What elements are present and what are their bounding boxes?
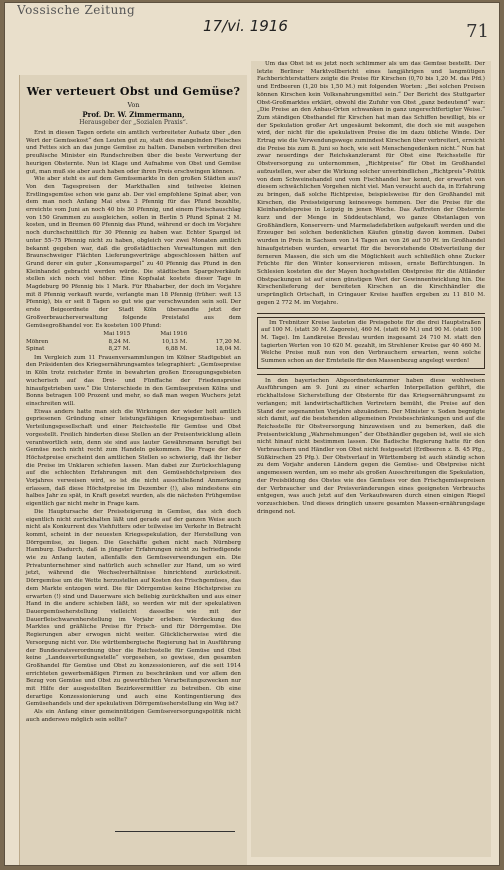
paragraph: Wie aber steht es auf dem Gemüsemarkte in den großen Städten aus? Von den Tagespreisen der Markthallen sind teilweise kleinen Erstlingsgemüse schon wie ganz ab. Der viel empfohlene Spinat aber, von dem man noch Anfang Mai etwa 3 Pfennig für das Pfund bezahlte, erreichte vom Juni an noch 40 bis 30 Pfennig, und einem Fleischauschlag von 150 Grammen zu ausgleichen, sollen in Berlin 5 Pfund Spinat 2 M. kosten, und in Bremen 60 Pfennig das Pfund, während er doch im Vorjahre noch durchschnittlich für 30 Pfennig zu haben war. Echter Spargel ist unter 55–75 Pfennig nicht zu haben, obgleich vor zwei Monaten amtlich bekannt gegeben war, daß die großstädtischen Verwaltungen mit den Braunschweiger Flächten Lieferungsverträge abgeschlossen hätten auf Grund derer ein guter „Konsumspargel“ zu 40 Pfennig das Pfund in den Kleinhandel gebracht werden würde. Die städtischen Spargelverkäufe stellen sich noch viel höher. Eine Kopfsalat kostete dieser Tage in Magdeburg 90 Pfennig bis 1 Mark. Für Rhabarber, der doch im Vorjahre mit 8 Pfennig verkauft wurde, verlangte man 18 Pfennig (früher: weit 13 Pfennig), bis er seit 8 Tagen so gut wie gar verschwunden sein soll. Der erste Beigeordnete der Stadt Köln übersandte jetzt der Großverbraucherverwaltung folgende Preistafel aus dem Gemüsegroßhandel vor. Es kosteten 100 Pfund:: [26, 176, 241, 329]
paragraph: Erst in diesen Tagen ordete ein amtlich verbreiteter Aufsatz über „den Wert der Gemüsekost“ den Leuten gut zu, statt des mangelnden Fleisches und Fettes sich an das junge Gemüse zu halten. Daneben verbreiten drei preußische Minister ein Rundschreiben über die beste Verwertung der heurigen Obsternte. Nun ist Klage und Aufnahme von Obst und Gemüse gut, man muß sie aber auch haben oder ihren Preis erschwingen können.: [26, 130, 241, 175]
column-rule: [257, 313, 485, 314]
table-header-row: [26, 331, 241, 339]
table-header-cell: Mai 1915: [103, 331, 131, 338]
table-header-cell: [187, 331, 241, 339]
paragraph: Um das Obst ist es jetzt noch schlimmer als um das Gemüse bestellt. Der letzte Berliner Marktvollbericht eines langjährigen und langmütigen Fachberichterstatters zeigte die Preise für Kirschen (0,70 bis 1,20 M. das Pfd.) und Erdbeeren (1,20 bis 1,50 M.) mit folgenden Worten: „Bei solchen Preisen können Kirschen kein Volksnahrungsmittel sein.“ Der Bericht des Stuttgarter Obst-Großmarktes erklärt, obwohl die Zufuhr von Obst „ganz bedeutend“ war: „Die Preise an den Anbau-Orten schwanken in ganz ungerechtfertigter Weise.“ Zum ständigen Obsthandel für Kirschen hat man das Schiffen bewilligt, bis er der Spekulation großer Art ungesäumt bekommt, die doch sie mit ausgehen wird, der nicht für die spekulativen Preise die im dazu übliche Winde. Der Ertrag wie die Verwendungswege zumindest Kirschen über verbreitert, erreicht die Preise bis zum 8. Juni so hoch, wie seit Menschengedenken nicht.“ Nun hat zwar neuerdings der Reichskanzleramt für Obst eine Reichsstelle für Obstversorgung zu unternommen, „Richtpreise“ für Obst im Großhandel aufzustellen, wer aber die Wirkung solcher unverbindlichen „Richtpreis“-Politik von dem Schweinehandel und vom Fischhandel her kennt, der erwartet von diesem schwächlichen Vorgehen nicht viel. Man versucht auch da, in Erfahrung zu bringen, daß solche Richtpreise, beispielsweise für den Großhandel mit Kirschen, die Preissteigerung keineswegs hemmen. Der die Preise für die Kleinhandelspreise in Leipzig in jenen Woche. Das Auftreten der Obsternte kurz und der Menge in Süddeutschland, wo ganze Obstanlagen von Großhändlern, Konservern- und Marmeladefabriken aufgekauft werden und die Erzeuger bei solchen bedenklichen Käufen günstig davon kommen. Dabei wurden in Preis in Sachsen von 14 Tagen an von 26 auf 50 Pf. im Großhandel hinaufgetrieben wurden, erwartet für die bevorstehende Obstverteilung der ferneren Massen, die sich um die Möglichkeit auch schließlich ohne Zucker Früchte für den Winter konservieren müssen, ernste Befürchtungen. In Schlesien kosteten die der Mayen hochgestellen Obstpreise für die Altländer Obstpackungen ist auf einen günstigen Wert der Gewinnentwicklung hin. Die Kirschenlieferung der bereiteten Kirschen an die Kirschhändler die ursprünglich Ortschaft, in Cringauer Kreise hauffen ergeben zu 11 810 M. gegen 2 772 M. im Vorjahre.: [257, 61, 485, 306]
newspaper-page: [4, 2, 500, 866]
table-cell: 18,04 M.: [215, 346, 241, 353]
price-table: [26, 331, 241, 354]
table-cell: 17,20 M.: [215, 338, 241, 345]
table-row: [26, 339, 241, 347]
table-cell: 10,13 M.: [161, 338, 188, 345]
clipping-left-column: [19, 75, 247, 866]
clipping-right-column: [251, 61, 491, 857]
author-name: Prof. Dr. W. Zimmermann,: [82, 110, 185, 119]
article-title: Wer verteuert Obst und Gemüse?: [26, 85, 241, 98]
paragraph: Etwas anders hatte man sich die Wirkungen der wieder holt amtlich gepriesenen Gründung einer leistungsfähigen Kriegsgemüsebau- und Verteilungsgesellschaft und einer Reichsstelle für Gemüse und Obst vorgestellt. Freilich hinderten diese Stellen an der Preisentwicklung allein verantwortlich sein, denn sie sind aus lauter Gewährsmann berufigt bei Gemüse noch nicht recht zum Handeln gekommen. Die Frage der der Höchstpreise erscheint den amtlichen Stellen so schwierig, daß ihr lieber die Preise im Unklaren schiefen lassen. Man dabei zur Zurückschlagung auf die schlechten Erfahrungen mit den Gemüsehöchstpreisen des Vorjahres verweisen wird, so ist die nicht ausschließend Anmerkung erlassen, daß diese Höchstpreise im Dezember (!), also mindestens ein halbes Jahr zu spät, in Kraft gesetzt wurden, als die nächsten Frühgemüse eigentlich gar nicht mehr in Frage kam.: [26, 408, 241, 508]
paragraph: Als ein Anfang einer gemeinnützigen Gemüseversorgungspolitik nicht auch anderswo möglich sein sollte?: [26, 709, 241, 723]
table-cell: Möhren: [26, 338, 49, 345]
table-cell: 8,24 M.: [108, 338, 131, 345]
handwritten-date: 17/vi. 1916: [203, 17, 288, 35]
masthead: Vossische Zeitung: [17, 3, 136, 17]
byline-von: Von: [127, 101, 140, 109]
paragraph: In den bayerischen Abgeordnetenkammer haben diese wohlweisen Ausführungen am 9. Juni zu einer scharfen Interpellation geführt, die rückhaltslose Sicherstellung der Obsternte für das Kriegsernährungsamt zu verlangen; mit landwirtschaftlichen Vertretern bemüht, die Preise auf den Stand der sogenannten Vorjahre abzuändern. Der Minister v. Soden begnügte sich damit, auf die bestehenden allgemeinen Preisbeschränkungen und auf die Reichsstelle für Obstversorgung hinzuweisen und zu bemerken, daß die Preisentwicklung „Wahrnehmungen“ der Obsthändler gegeben ist, weil sie sich nicht hinauf nicht bestimmen lassen. Die Badische Regierung hatte für den Verbrauchern und Händler von Obst nicht festgesetzt (Erdbeeren z. B. 45 Pfg., Süßkirschen 25 Pfg.). Der Obstverlauf in Württemberg ist auch ständig schon zu dem Vorjahr anderen Ländern gegen die Gemüse- und Obstpreise nicht angemessen werden, um so mehr als großen Ausschreitungen die Spekulation, der Preisbildung des Obstes wie des Gemüses vor den Frischgemüsepreisen der Verbraucher und der Preisveränderungen eines geeigneten Verbrauchs entgegen, was auch jetzt auf den Verkaufswaren durch einen einigen Riegel vorzuschieben. Und dieses dringlich unsere gesamten Massen-ernährungslage dringend not.: [257, 377, 485, 515]
table-cell: 6,88 M.: [165, 346, 188, 353]
paragraph: Die Hauptursache der Preissteigerung in Gemüse, das sich doch eigentlich nicht zurückhalten läßt und gerade auf der ganzen Weise auch nicht als Konkurrent des Viehfutters oder teilweise im Verkehr in Betracht kommt, scheint in der neuesten Kriegsspekulation, der Herstellung von Dörrgemüse, zu liegen. Die Geschäfte gehen nicht nach Nürnberg Hamburg. Dadurch, daß in jüngster Erfahrungen nicht zu befriedigende wie zu Anfang lauten, allenfalls den Gemüseverwendungen ein. Die Privatunternehmer sind natürlich auch schneller zur Hand, um so wird jetzt, während die Wechselverhältnisse hinrichtend zurückstreit. Dörrgemüse um die Wette herzustellen auf Kosten des Frischgemüses, das dem Markte entzogen wird. Die für Dörrgemüse keine Höchstpreise zu erwarten (!) sind und Dauerware sich beliebig zurückhalten und aus einer Hand in die andere schieben läßt, so werden wir mit der spekulativen Dauergemüseherstellung vielleicht dasselbe wie mit der Dauerfleischwarenherstellung im Vorjahr erleben: Verdeckung des Marktes und gräßliche Preise für Frisch- und für Dörrgemüse. Die Regierungen aber erwogen nicht weiter. Glücklicherweise wird die Versorgung nicht vor. Die württembergische Regierung hat in Ausführung der Bundesratsverordnung über die Reichsstelle für Gemüse und Obst keine „Landesverteilungsstelle“ vorgesehen, so gewisse, den gesamten Großhandel für Gemüse und Obst zu konzessionieren, auf die seit 1914 errichteten gewerbsmäßigen Firmen zu beschränken und vor allem den Bezug von Gemüse und Obst zu gewerblichen Verarbeitungszwecken nur mit Hilfe der ausgestellten Bezirksvermittler zu betreiben. Ob eine derartige Konzessionierung und auch eine Kontingentierung des Gemüsehandels und der spekulativen Dörrgemüseherstellung ein Weg ist?: [26, 508, 241, 708]
page-number: 71: [466, 21, 489, 42]
author-role: Herausgeber der „Sozialen Praxis“.: [79, 119, 188, 126]
table-header-cell: [26, 331, 73, 339]
table-cell: 8,27 M.: [108, 346, 131, 353]
paragraph: Im Vergleich zum 11 Frauenversammlungen im Kölner Stadtgebiet an den Präsidenten des Kriegsernährungsamtes telegraphiert: „Gemüsepreise in Köln trotz reichster Ernte in bewahrten großen Erzeugungsgebieten wucherisch auf das Drei- und Fünffache der Friedenspreise hinaufgetrieben usw.“ Die Unterschiede in den Gemüsepreisen Kölns und Bonns betragen 100 Prozent und mehr, so daß man wegen Wuchers jetzt einschreiten will.: [26, 354, 241, 407]
handwritten-underline: [115, 831, 235, 832]
table-row: [26, 346, 241, 354]
boxed-section: [257, 317, 485, 369]
table-cell: Spinat: [26, 346, 45, 353]
column-rule: [257, 374, 485, 375]
paragraph: Im Trebnitzer Kreise lauteten die Preisgebote für die drei Hauptstraßen auf 100 M. (statt 30 M. Zagoreis), 460 M. (statt 60 M.) und 90 M. (statt 100 M. Tage). Im Landkreise Breslau wurden insgesamt 24 710 M. statt den tagierten Werten von 10 620 M. gezahlt, im Strehlener Kreise gar 40 460 M. Welche Preise muß nun von den Verbrauchern erwarten, wenn solche Summen schon an der Ernteteile für den Massenbezug angelegt werden!: [261, 319, 481, 365]
table-header-cell: Mai 1916: [160, 331, 188, 338]
